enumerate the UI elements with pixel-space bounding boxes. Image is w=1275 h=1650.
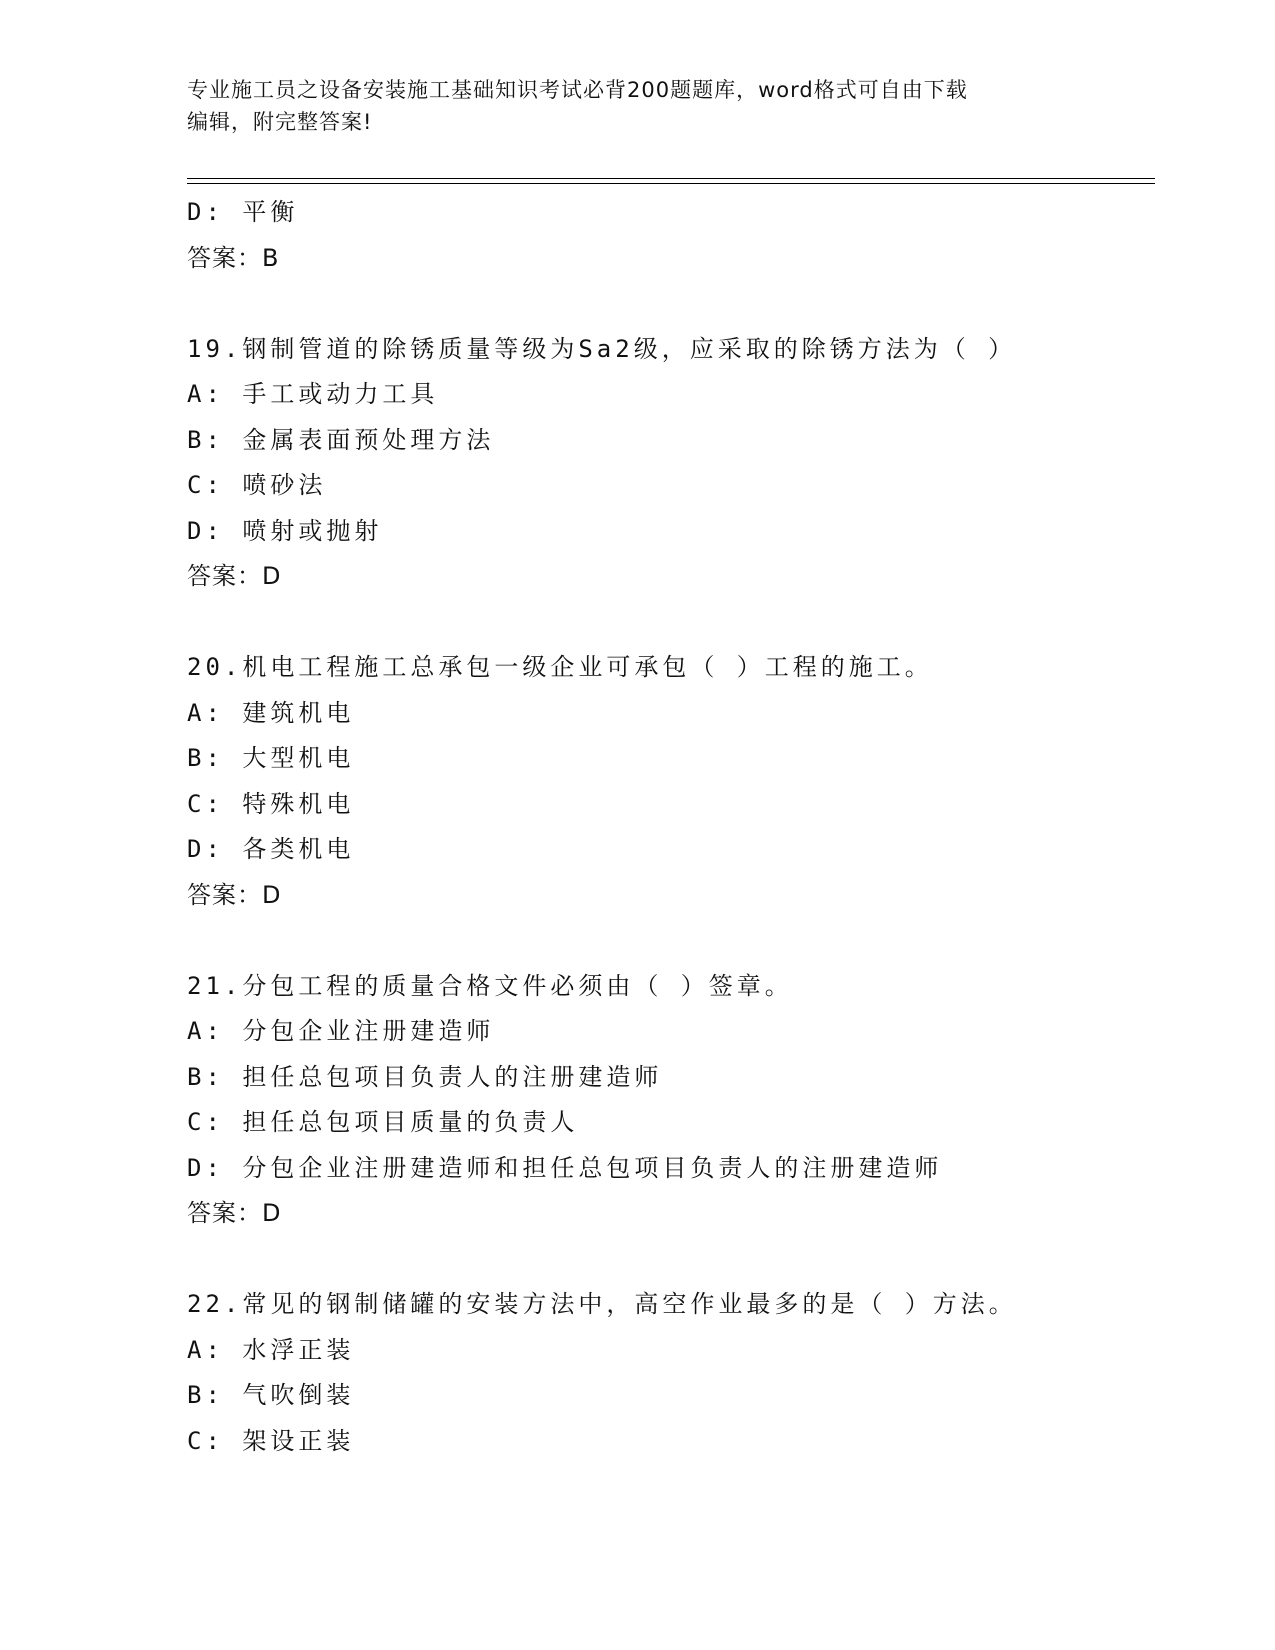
header-title-line-1: 专业施工员之设备安装施工基础知识考试必背200题题库，word格式可自由下载 <box>187 78 968 102</box>
question-block <box>187 190 1147 281</box>
question-stem: 19.钢制管道的除锈质量等级为Sa2级，应采取的除锈方法为（ ） <box>187 334 1017 363</box>
header-title-line-2: 编辑，附完整答案! <box>187 110 373 134</box>
question-block <box>187 964 1147 1237</box>
answer-line: 答案：D <box>187 1199 282 1227</box>
question-block <box>187 1282 1147 1464</box>
block-spacer <box>187 1237 1147 1283</box>
option-a: A: 手工或动力工具 <box>187 380 439 408</box>
document-header <box>187 74 1067 138</box>
option-a: A: 建筑机电 <box>187 698 355 727</box>
option-c: C: 喷砂法 <box>187 471 327 499</box>
option-b: B: 担任总包项目负责人的注册建造师 <box>187 1062 663 1091</box>
question-block <box>187 327 1147 600</box>
option-d: D: 平衡 <box>187 198 299 226</box>
header-divider-bottom <box>187 183 1155 184</box>
option-a: A: 分包企业注册建造师 <box>187 1017 495 1045</box>
question-stem: 22.常见的钢制储罐的安装方法中，高空作业最多的是（ ）方法。 <box>187 1290 1017 1318</box>
option-d: D: 各类机电 <box>187 835 355 863</box>
option-d: D: 喷射或抛射 <box>187 516 383 545</box>
option-c: C: 担任总包项目质量的负责人 <box>187 1108 579 1136</box>
option-a: A: 水浮正装 <box>187 1335 355 1364</box>
option-d: D: 分包企业注册建造师和担任总包项目负责人的注册建造师 <box>187 1153 943 1182</box>
answer-line: 答案：B <box>187 243 280 272</box>
question-stem: 20.机电工程施工总承包一级企业可承包（ ）工程的施工。 <box>187 653 933 681</box>
question-block <box>187 645 1147 918</box>
question-stem: 21.分包工程的质量合格文件必须由（ ）签章。 <box>187 971 793 1000</box>
option-c: C: 特殊机电 <box>187 789 355 818</box>
option-c: C: 架设正装 <box>187 1426 355 1455</box>
answer-line: 答案：D <box>187 880 282 909</box>
option-b: B: 金属表面预处理方法 <box>187 425 495 454</box>
block-spacer <box>187 918 1147 964</box>
option-b: B: 大型机电 <box>187 744 355 772</box>
question-list <box>187 190 1147 1464</box>
block-spacer <box>187 281 1147 327</box>
answer-line: 答案：D <box>187 562 282 590</box>
header-divider-top <box>187 178 1155 179</box>
option-b: B: 气吹倒装 <box>187 1381 355 1409</box>
block-spacer <box>187 600 1147 646</box>
